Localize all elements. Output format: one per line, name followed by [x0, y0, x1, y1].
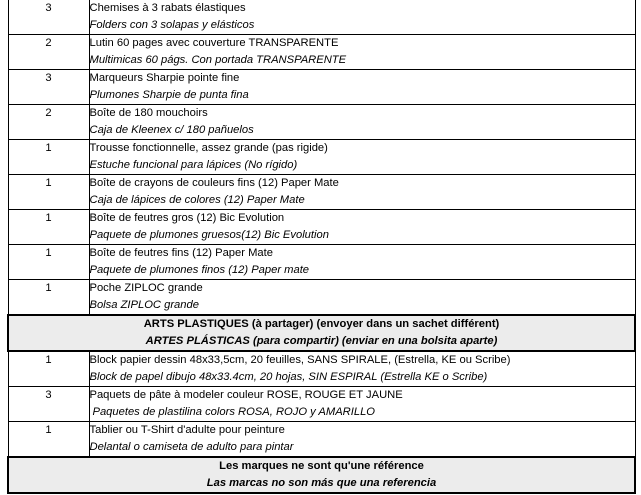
table-row: [8, 70, 635, 105]
quantity-cell: 3: [8, 387, 89, 422]
table-row: [8, 140, 635, 175]
item-label-fr: Tablier ou T-Shirt d'adulte pour peinture: [89, 424, 285, 436]
footer-note-fr: Les marques ne sont qu'une référence: [219, 460, 424, 472]
description-cell: [89, 387, 635, 422]
description-cell: [89, 245, 635, 280]
section-header-arts: [8, 315, 635, 351]
quantity-cell: 3: [8, 0, 89, 35]
description-cell: [89, 280, 635, 316]
item-label-es: Paquetes de plastilina colors ROSA, ROJO y AMARILLO: [92, 406, 375, 418]
item-label-es: Multimicas 60 págs. Con portada TRANSPARENTE: [89, 54, 347, 66]
item-label-es: Block de papel dibujo 48x33.4cm, 20 hojas, SIN ESPIRAL (Estrella KE o Scribe): [89, 371, 488, 383]
item-label-fr: Lutin 60 pages avec couverture TRANSPARENTE: [89, 37, 339, 49]
section-title-fr: ARTS PLASTIQUES (à partager) (envoyer dans un sachet différent): [143, 318, 500, 330]
item-label-es: Caja de Kleenex c/ 180 pañuelos: [89, 124, 254, 136]
section-title-es: ARTES PLÁSTICAS (para compartir) (enviar en una bolsita aparte): [145, 335, 498, 347]
table-row: [8, 105, 635, 140]
quantity-cell: 3: [8, 70, 89, 105]
item-label-es: Plumones Sharpie de punta fina: [89, 89, 249, 101]
section-header-cell: [8, 315, 635, 351]
description-cell: [89, 0, 635, 35]
item-label-fr: Boîte de feutres fins (12) Paper Mate: [89, 247, 273, 259]
item-label-es: Delantal o camiseta de adulto para pintar: [89, 441, 294, 453]
item-label-fr: Boîte de crayons de couleurs fins (12) Paper Mate: [89, 177, 339, 189]
description-cell: [89, 351, 635, 387]
item-label-fr: Paquets de pâte à modeler couleur ROSE, ROUGE ET JAUNE: [89, 389, 403, 401]
footer-note-cell: [8, 457, 635, 493]
quantity-cell: 1: [8, 210, 89, 245]
description-cell: [89, 175, 635, 210]
quantity-cell: 1: [8, 422, 89, 458]
item-label-fr: Marqueurs Sharpie pointe fine: [89, 72, 240, 84]
table-row: [8, 422, 635, 458]
description-cell: [89, 35, 635, 70]
table-row: [8, 0, 635, 35]
item-label-fr: Boîte de feutres gros (12) Bic Evolution: [89, 212, 285, 224]
quantity-cell: 2: [8, 35, 89, 70]
quantity-cell: 1: [8, 175, 89, 210]
item-label-es: Bolsa ZIPLOC grande: [89, 299, 199, 311]
item-label-es: Folders con 3 solapas y elásticos: [89, 19, 255, 31]
item-label-fr: Boîte de 180 mouchoirs: [89, 107, 208, 119]
item-label-es: Paquete de plumones finos (12) Paper mate: [89, 264, 310, 276]
description-cell: [89, 70, 635, 105]
table-row: [8, 210, 635, 245]
description-cell: [89, 210, 635, 245]
quantity-cell: 2: [8, 105, 89, 140]
item-label-es: Caja de lápices de colores (12) Paper Mate: [89, 194, 305, 206]
quantity-cell: 1: [8, 351, 89, 387]
quantity-cell: 1: [8, 280, 89, 316]
table-row: [8, 245, 635, 280]
table-row: [8, 387, 635, 422]
item-label-es: Estuche funcional para lápices (No rígido): [89, 159, 298, 171]
table-row: [8, 35, 635, 70]
item-label-es: Paquete de plumones gruesos(12) Bic Evolution: [89, 229, 329, 241]
supply-list-table: [7, 0, 636, 494]
table-row: [8, 351, 635, 387]
quantity-cell: 1: [8, 245, 89, 280]
table-row: [8, 280, 635, 316]
item-label-fr: Trousse fonctionnelle, assez grande (pas rigide): [89, 142, 328, 154]
table-row: [8, 175, 635, 210]
description-cell: [89, 140, 635, 175]
description-cell: [89, 422, 635, 458]
description-cell: [89, 105, 635, 140]
quantity-cell: 1: [8, 140, 89, 175]
item-label-fr: Poche ZIPLOC grande: [89, 282, 203, 294]
item-label-fr: Chemises à 3 rabats élastiques: [89, 2, 246, 14]
footer-note-es: Las marcas no son más que una referencia: [206, 477, 437, 489]
item-label-fr: Block papier dessin 48x33,5cm, 20 feuilles, SANS SPIRALE, (Estrella, KE ou Scribe): [89, 354, 511, 366]
footer-note: [8, 457, 635, 493]
